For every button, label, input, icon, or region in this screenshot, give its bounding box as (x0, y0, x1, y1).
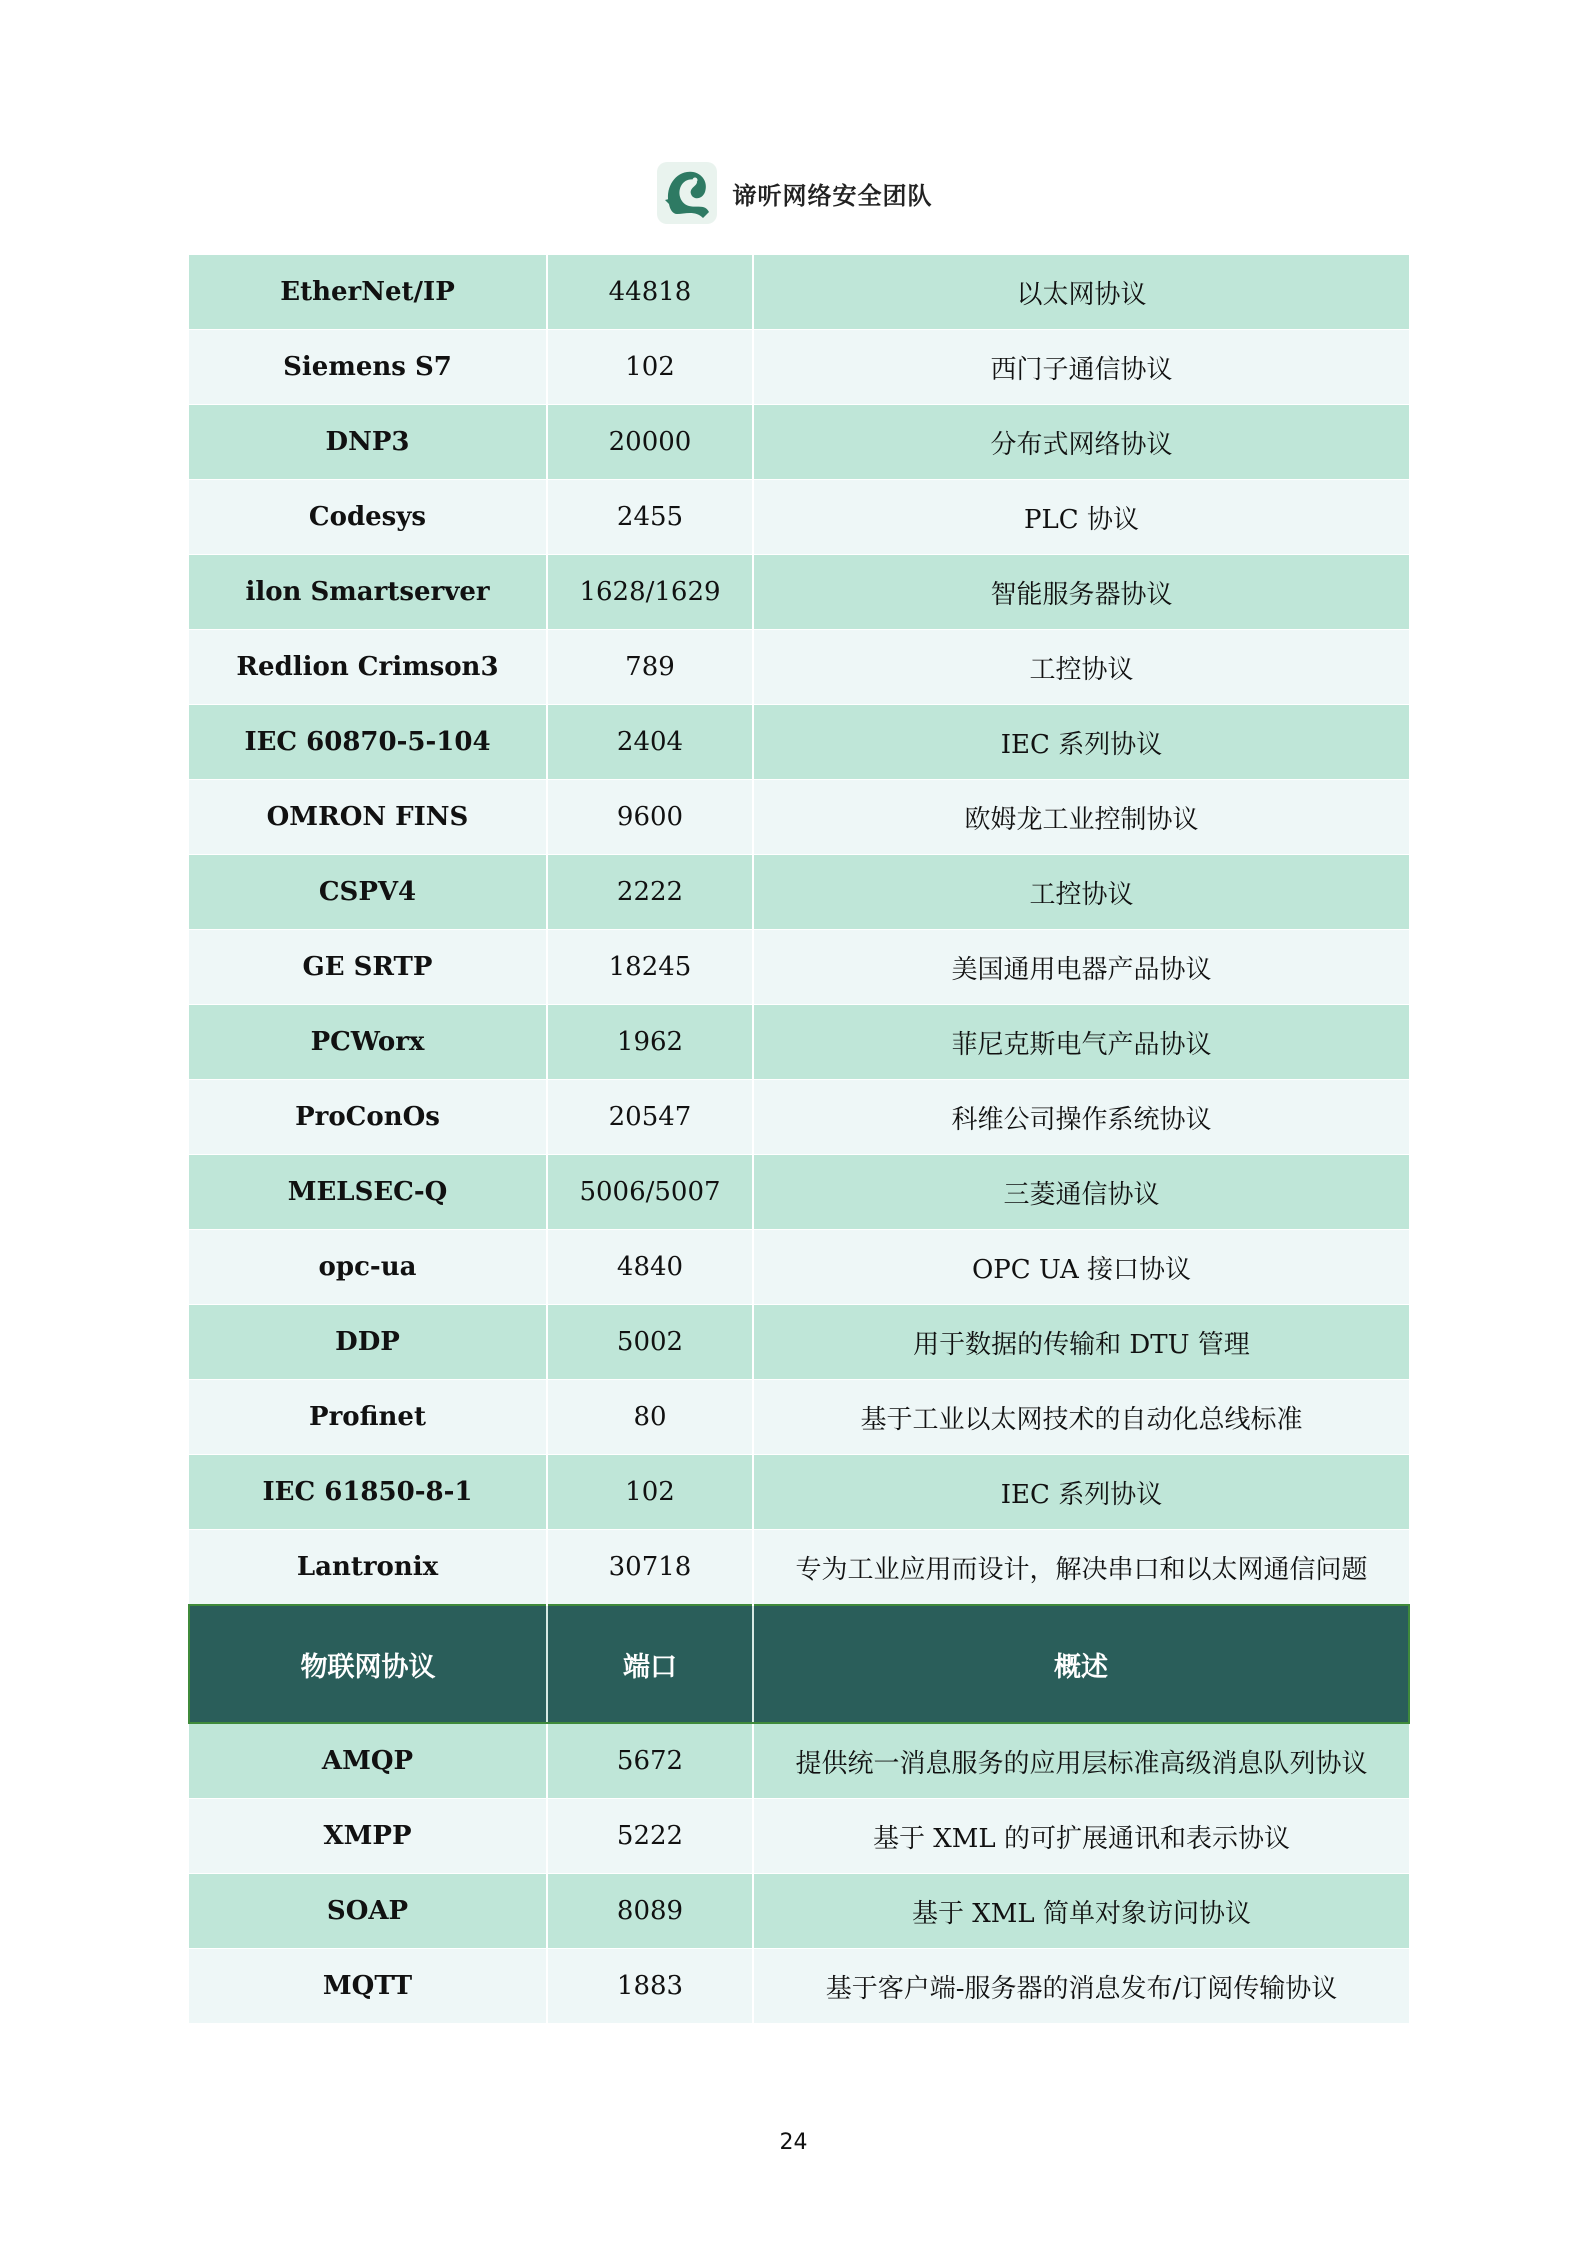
port-cell: 30718 (547, 1530, 753, 1606)
table-row (189, 1305, 1409, 1380)
description-cell: 基于 XML 的可扩展通讯和表示协议 (753, 1799, 1409, 1874)
protocol-cell: DNP3 (189, 405, 547, 480)
iot-protocols-body (189, 1723, 1409, 2024)
port-cell: 2404 (547, 705, 753, 780)
description-cell: 智能服务器协议 (753, 555, 1409, 630)
table-row (189, 705, 1409, 780)
description-cell: 用于数据的传输和 DTU 管理 (753, 1305, 1409, 1380)
table-row (189, 1155, 1409, 1230)
table-row (189, 1455, 1409, 1530)
port-cell: 102 (547, 330, 753, 405)
protocol-cell: Codesys (189, 480, 547, 555)
description-cell: 专为工业应用而设计，解决串口和以太网通信问题 (753, 1530, 1409, 1606)
protocol-cell: OMRON FINS (189, 780, 547, 855)
table-row (189, 1799, 1409, 1874)
description-cell: 分布式网络协议 (753, 405, 1409, 480)
protocol-cell: opc-ua (189, 1230, 547, 1305)
description-cell: 提供统一消息服务的应用层标准高级消息队列协议 (753, 1723, 1409, 1799)
description-cell: 基于 XML 简单对象访问协议 (753, 1874, 1409, 1949)
table-row (189, 630, 1409, 705)
port-cell: 9600 (547, 780, 753, 855)
protocol-cell: XMPP (189, 1799, 547, 1874)
protocol-cell: CSPV4 (189, 855, 547, 930)
port-cell: 1883 (547, 1949, 753, 2024)
table-row (189, 930, 1409, 1005)
description-cell: 以太网协议 (753, 255, 1409, 330)
iot-section-header (189, 1605, 1409, 1723)
page-number: 24 (779, 2130, 808, 2155)
port-cell: 102 (547, 1455, 753, 1530)
port-cell: 44818 (547, 255, 753, 330)
port-cell: 5006/5007 (547, 1155, 753, 1230)
protocol-cell: AMQP (189, 1723, 547, 1799)
brand-name: 谛听网络安全团队 (732, 181, 933, 210)
page-header (0, 160, 1587, 226)
protocol-cell: GE SRTP (189, 930, 547, 1005)
table-row (189, 405, 1409, 480)
description-cell: 菲尼克斯电气产品协议 (753, 1005, 1409, 1080)
description-cell: 基于工业以太网技术的自动化总线标准 (753, 1380, 1409, 1455)
section-header-row (189, 1605, 1409, 1723)
protocol-cell: IEC 61850-8-1 (189, 1455, 547, 1530)
description-cell: 基于客户端-服务器的消息发布/订阅传输协议 (753, 1949, 1409, 2024)
protocol-cell: Lantronix (189, 1530, 547, 1606)
description-cell: 欧姆龙工业控制协议 (753, 780, 1409, 855)
port-cell: 2222 (547, 855, 753, 930)
protocol-cell: EtherNet/IP (189, 255, 547, 330)
description-cell: PLC 协议 (753, 480, 1409, 555)
description-cell: OPC UA 接口协议 (753, 1230, 1409, 1305)
protocol-cell: Redlion Crimson3 (189, 630, 547, 705)
table-row (189, 780, 1409, 855)
header-description: 概述 (753, 1605, 1409, 1723)
protocol-cell: MELSEC-Q (189, 1155, 547, 1230)
table-row (189, 1230, 1409, 1305)
port-cell: 5672 (547, 1723, 753, 1799)
description-cell: 工控协议 (753, 630, 1409, 705)
protocol-port-table (188, 255, 1410, 2024)
protocol-cell: DDP (189, 1305, 547, 1380)
description-cell: 西门子通信协议 (753, 330, 1409, 405)
port-cell: 1962 (547, 1005, 753, 1080)
description-cell: 工控协议 (753, 855, 1409, 930)
port-cell: 4840 (547, 1230, 753, 1305)
port-cell: 18245 (547, 930, 753, 1005)
table-row (189, 330, 1409, 405)
table-row (189, 480, 1409, 555)
table-row (189, 1723, 1409, 1799)
industrial-protocols-body (189, 255, 1409, 1605)
port-cell: 2455 (547, 480, 753, 555)
dragon-logo-icon (655, 160, 719, 226)
protocol-cell: Siemens S7 (189, 330, 547, 405)
port-cell: 789 (547, 630, 753, 705)
table-row (189, 1874, 1409, 1949)
protocol-cell: IEC 60870-5-104 (189, 705, 547, 780)
table-row (189, 855, 1409, 930)
protocol-cell: ilon Smartserver (189, 555, 547, 630)
table-row (189, 1530, 1409, 1606)
protocol-cell: PCWorx (189, 1005, 547, 1080)
table-row (189, 555, 1409, 630)
header-protocol: 物联网协议 (189, 1605, 547, 1723)
port-cell: 20000 (547, 405, 753, 480)
port-cell: 8089 (547, 1874, 753, 1949)
table-row (189, 1380, 1409, 1455)
table-row (189, 1005, 1409, 1080)
table-row (189, 1080, 1409, 1155)
protocol-cell: Profinet (189, 1380, 547, 1455)
port-cell: 80 (547, 1380, 753, 1455)
protocol-cell: MQTT (189, 1949, 547, 2024)
description-cell: IEC 系列协议 (753, 705, 1409, 780)
port-cell: 5002 (547, 1305, 753, 1380)
port-cell: 5222 (547, 1799, 753, 1874)
port-cell: 20547 (547, 1080, 753, 1155)
protocol-cell: SOAP (189, 1874, 547, 1949)
description-cell: 美国通用电器产品协议 (753, 930, 1409, 1005)
table-row (189, 255, 1409, 330)
description-cell: 三菱通信协议 (753, 1155, 1409, 1230)
header-port: 端口 (547, 1605, 753, 1723)
protocol-cell: ProConOs (189, 1080, 547, 1155)
description-cell: IEC 系列协议 (753, 1455, 1409, 1530)
table-row (189, 1949, 1409, 2024)
port-cell: 1628/1629 (547, 555, 753, 630)
description-cell: 科维公司操作系统协议 (753, 1080, 1409, 1155)
